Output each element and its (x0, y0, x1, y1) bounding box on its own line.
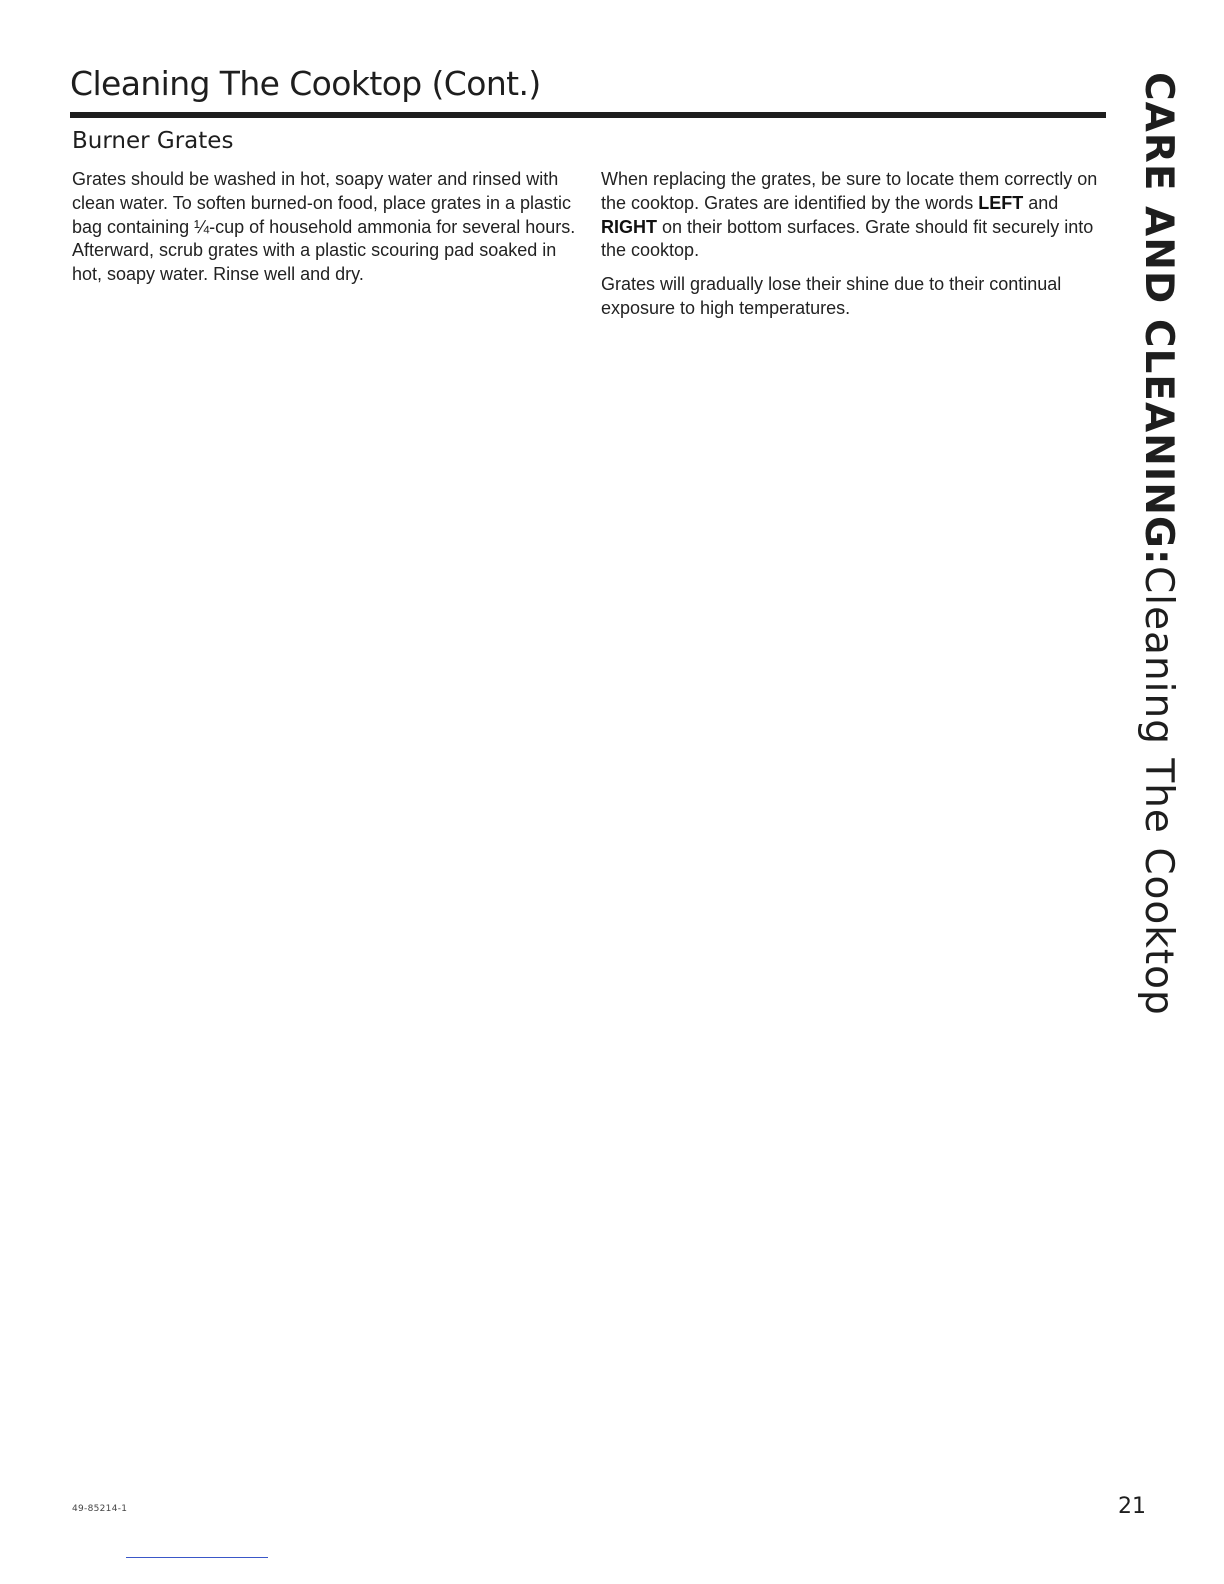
right-column (601, 168, 1106, 321)
title-rule (70, 112, 1106, 118)
side-tab-text (1132, 72, 1184, 1015)
side-tab-topic: Cleaning The Cooktop (1136, 565, 1181, 1016)
right-p1-text-2: and (1023, 192, 1059, 213)
right-keyword: RIGHT (601, 216, 657, 237)
section-side-tab (1132, 72, 1190, 1016)
right-p1-text-1: When replacing the grates, be sure to locate them correctly on the cooktop. Grates are identified by the words (601, 169, 1098, 213)
left-paragraph: Grates should be washed in hot, soapy water and rinsed with clean water. To soften burned-on food, place grates in a plastic bag containing ¼-cup of household ammonia for several hours. Afterward, scrub grates with a plastic scouring pad soaked in hot, soapy water. Rinse well and dry. (72, 169, 576, 285)
right-paragraph-2: Grates will gradually lose their shine due to their continual exposure to high temperatures. (601, 274, 1062, 318)
left-keyword: LEFT (978, 192, 1024, 213)
left-column (72, 168, 582, 287)
page-title: Cleaning The Cooktop (Cont.) (70, 64, 541, 103)
page-number: 21 (1118, 1494, 1146, 1519)
section-heading: Burner Grates (72, 128, 234, 154)
document-code: 49-85214-1 (72, 1504, 128, 1514)
side-tab-category: CARE AND CLEANING: (1136, 72, 1181, 566)
right-paragraph-1 (601, 168, 1106, 263)
right-p1-text-3: on their bottom surfaces. Grate should fit securely into the cooktop. (601, 216, 1094, 261)
bottom-link-underline (126, 1557, 268, 1558)
